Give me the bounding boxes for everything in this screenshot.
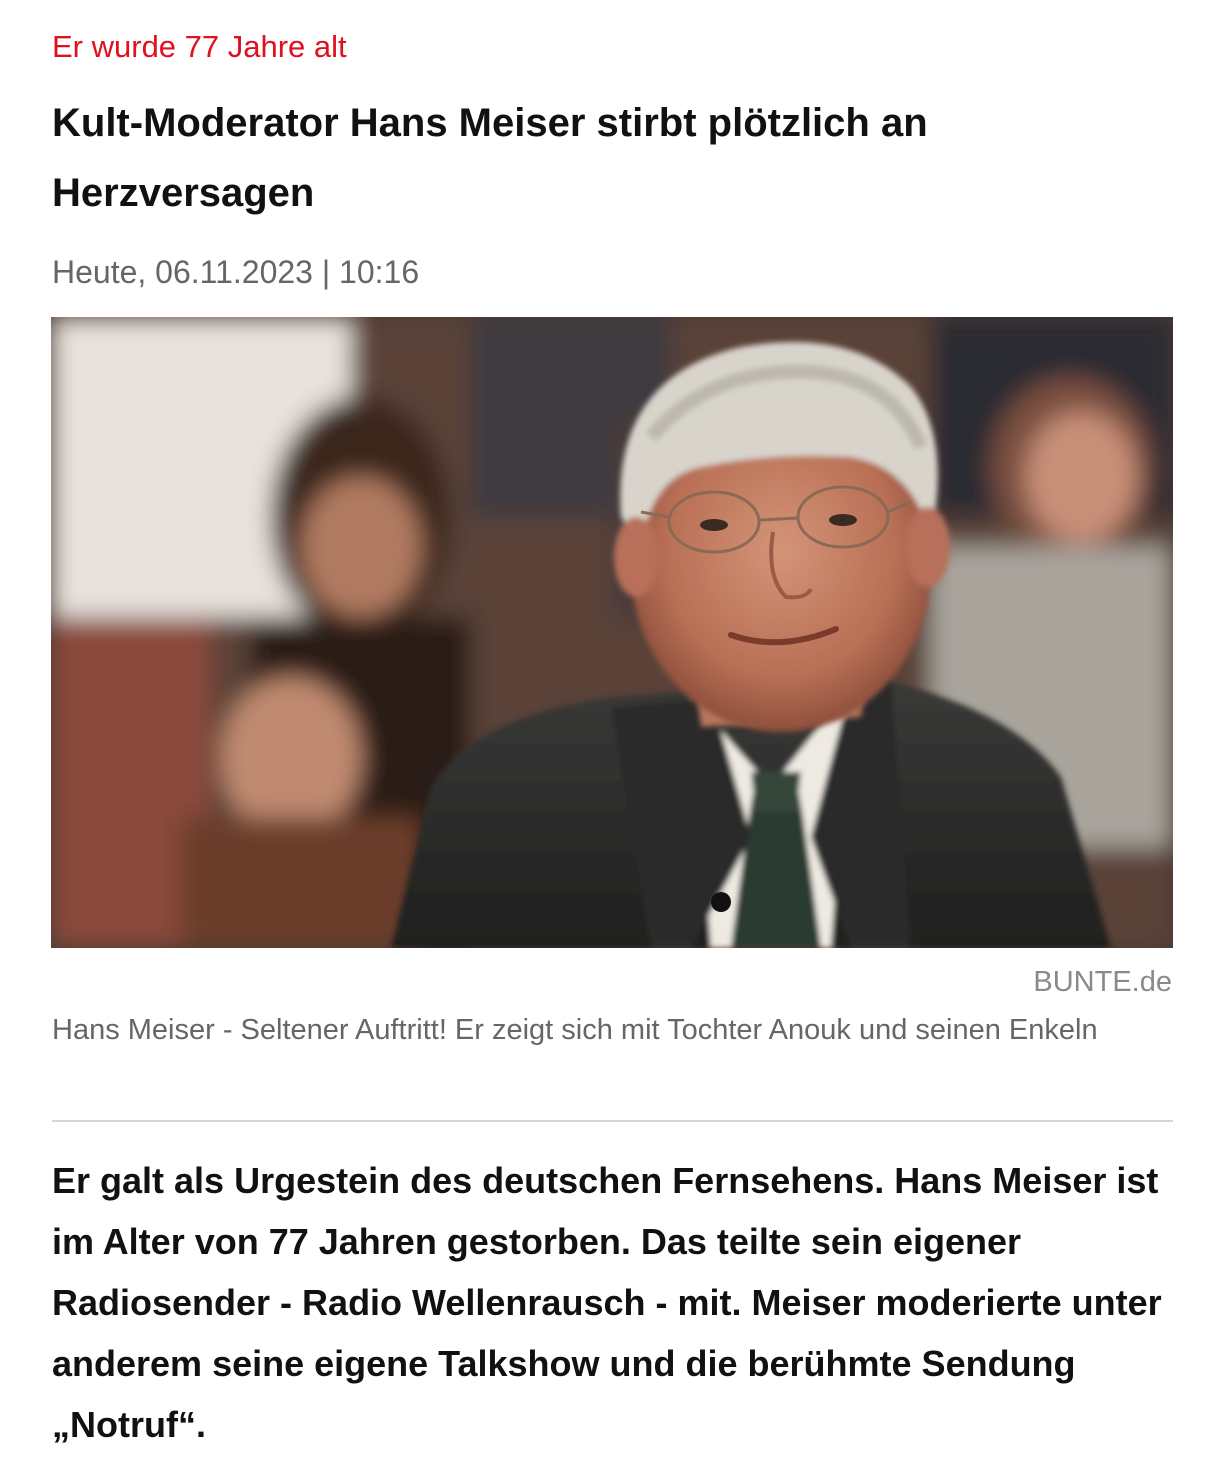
divider <box>52 1120 1173 1122</box>
article-kicker: Er wurde 77 Jahre alt <box>52 29 347 64</box>
article-lead: Er galt als Urgestein des deutschen Fernsehens. Hans Meiser ist im Alter von 77 Jahren gestorben. Das teilte sein eigener Radiosender - Radio Wellenrausch - mit. Meiser moderierte unter anderem seine eigene Talkshow und die berühmte Sendung „Notruf“. <box>52 1160 1162 1445</box>
article-headline[interactable]: Kult-Moderator Hans Meiser stirbt plötzlich an Herzversagen <box>52 101 928 215</box>
image-credit: BUNTE.de <box>1033 966 1172 998</box>
article-dateline: Heute, 06.11.2023 | 10:16 <box>52 254 420 290</box>
hero-image[interactable] <box>51 317 1173 948</box>
image-caption: Hans Meiser - Seltener Auftritt! Er zeigt sich mit Tochter Anouk und seinen Enkeln <box>52 1014 1098 1046</box>
